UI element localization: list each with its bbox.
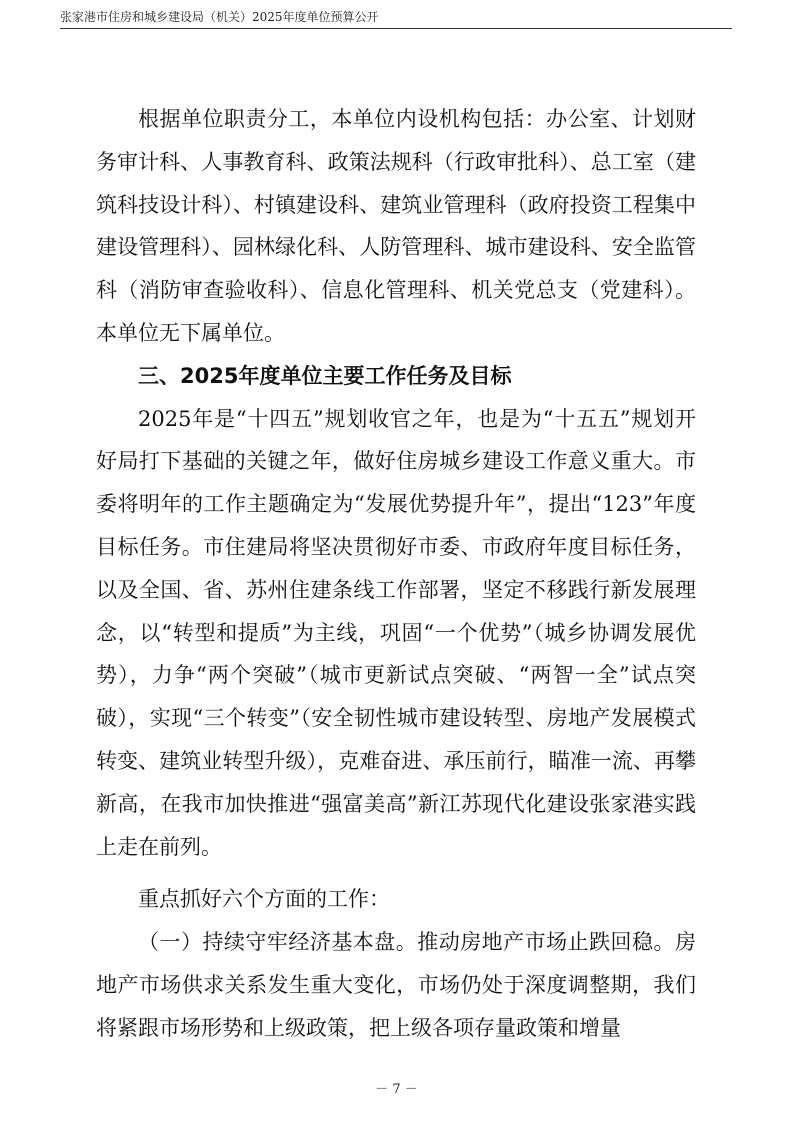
document-body <box>96 98 696 1050</box>
paragraph-key-tasks-intro: 重点抓好六个方面的工作： <box>138 887 390 912</box>
paragraph-internal-structure: 根据单位职责分工，本单位内设机构包括：办公室、计划财务审计科、人事教育科、政策法规科（行政审批科）、总工室（建筑科技设计科）、村镇建设科、建筑业管理科（政府投资工程集中建设管理科）、园林绿化科、人防管理科、城市建设科、安全监管科（消防审查验收科）、信息化管理科、机关党总支（党建科）。本单位无下属单位。 <box>96 107 696 345</box>
paragraph-task-one: （一）持续守牢经济基本盘。推动房地产市场止跌回稳。房地产市场供求关系发生重大变化，市场仍处于深度调整期，我们将紧跟市场形势和上级政策，把上级各项存量政策和增量 <box>96 930 696 1040</box>
page-number: － 7 － <box>375 1082 418 1097</box>
section-heading: 三、2025年度单位主要工作任务及目标 <box>138 363 512 388</box>
running-header: 张家港市住房和城乡建设局（机关）2025年度单位预算公开 <box>60 10 379 24</box>
paragraph-gap <box>96 868 696 878</box>
paragraph-work-goals: 2025年是“十四五”规划收官之年，也是为“十五五”规划开好局打下基础的关键之年，做好住房城乡建设工作意义重大。市委将明年的工作主题确定为“发展优势提升年”，提出“123”年度目标任务。市住建局将坚决贯彻好市委、市政府年度目标任务，以及全国、省、苏州住建条线工作部署，坚定不移践行新发展理念，以“转型和提质”为主线，巩固“一个优势”（城乡协调发展优势），力争“两个突破”（城市更新试点突破、“两智一全”试点突破），实现“三个转变”（安全韧性城市建设转型、房地产发展模式转变、建筑业转型升级），克难奋进、承压前行，瞄准一流、再攀新高，在我市加快推进“强富美高”新江苏现代化建设张家港实践上走在前列。 <box>96 406 696 859</box>
header-divider <box>60 28 732 29</box>
